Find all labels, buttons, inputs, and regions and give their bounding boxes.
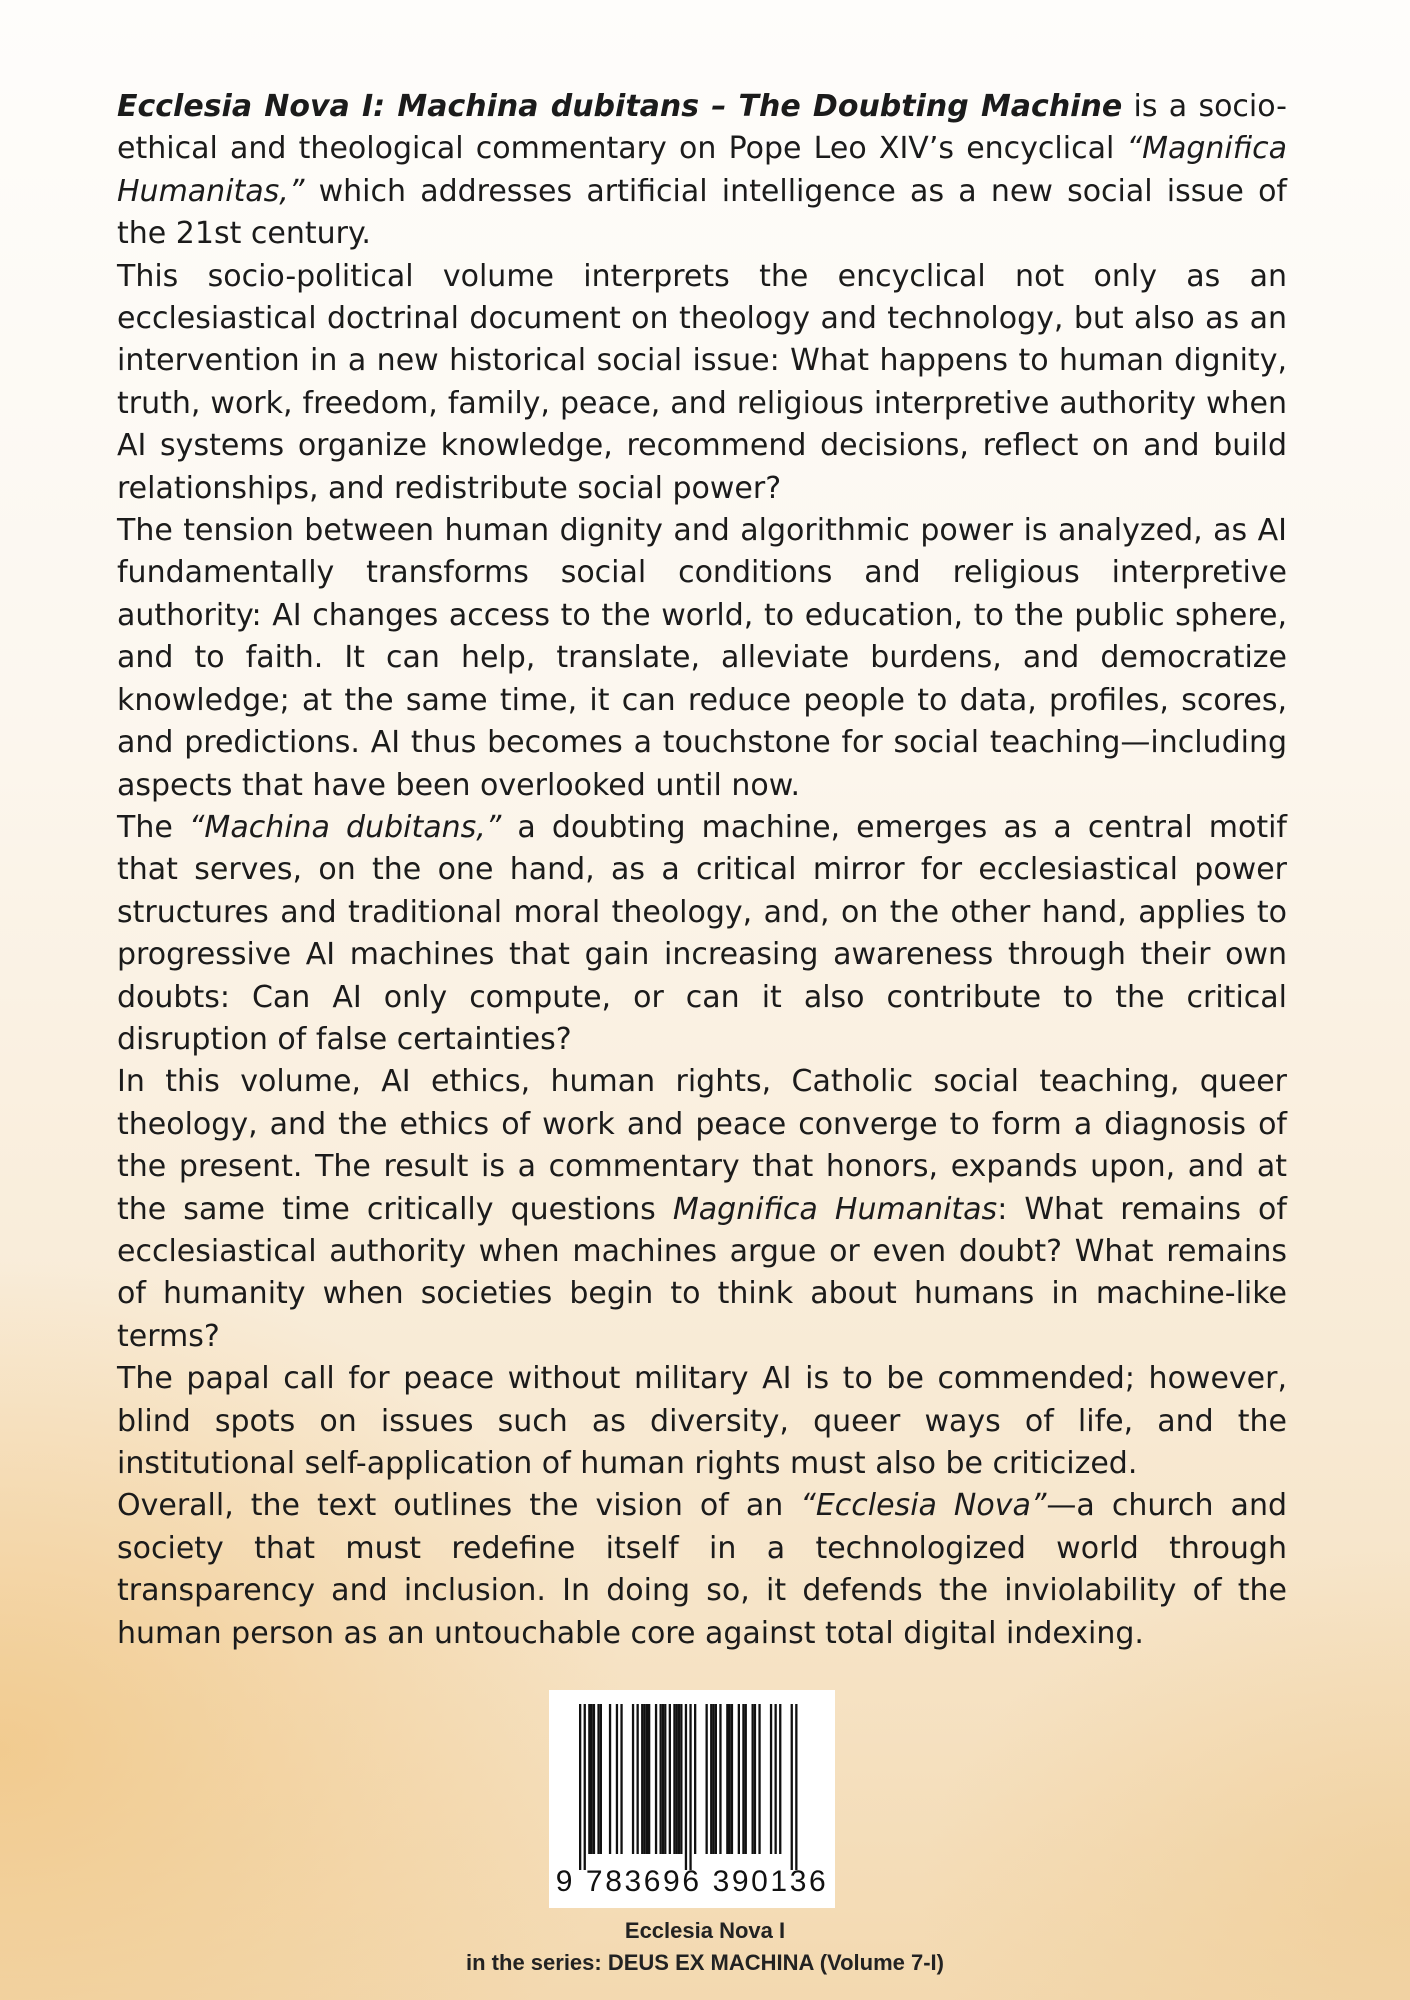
isbn-digits: 9 783696 390136 xyxy=(555,1865,829,1898)
barcode-bar xyxy=(584,1704,586,1870)
barcode-bar xyxy=(779,1704,781,1854)
barcode-bar xyxy=(752,1704,754,1854)
diagnosis-text-b: : What remains of ecclesiastical authority when machines argue or even doubt? What remains of humanity when societies begin to think about humans in machine-like terms? xyxy=(117,1191,1287,1354)
barcode-bar xyxy=(655,1704,657,1854)
barcode-bar xyxy=(731,1704,733,1854)
barcode-bar xyxy=(742,1704,744,1854)
barcode-bar xyxy=(669,1704,671,1854)
barcode-bar xyxy=(770,1704,772,1854)
barcode-bar xyxy=(712,1704,714,1854)
barcode-bar xyxy=(791,1704,793,1870)
barcode-bar xyxy=(660,1704,662,1854)
barcode-bar xyxy=(758,1704,760,1854)
barcode-bar xyxy=(646,1704,648,1854)
barcode-bar xyxy=(719,1704,721,1854)
intro-text-b: which addresses artificial intelligence as a new social issue of the 21st century. xyxy=(117,173,1287,252)
barcode-bar xyxy=(593,1704,595,1854)
barcode-bar xyxy=(738,1704,740,1854)
barcode-bar xyxy=(662,1704,664,1854)
diagnosis-text-a: In this volume, AI ethics, human rights, Catholic social teaching, queer theology, and the ethics of work and peace converge to form a diagnosis of the present. The result is a commentary that honors, expands upon, and at the same time critically questions xyxy=(117,1064,1287,1227)
barcode-bar xyxy=(715,1704,717,1854)
footer-volume-title: Ecclesia Nova I xyxy=(624,1918,786,1943)
barcode-bar xyxy=(591,1704,593,1854)
barcode-bar xyxy=(620,1704,622,1854)
barcode-bar xyxy=(689,1704,691,1870)
barcode-bar xyxy=(616,1704,618,1854)
barcode-bar xyxy=(706,1704,708,1854)
barcode-bar xyxy=(795,1704,797,1870)
motif-text-a: The xyxy=(117,809,189,845)
barcode-bar xyxy=(729,1704,731,1854)
barcode-bar xyxy=(678,1704,680,1854)
barcode-bar xyxy=(775,1704,777,1854)
barcode-bar xyxy=(726,1704,728,1854)
vision-text-b: —a church and society that must redefine itself in a technologized world through transparency and inclusion. In doing so, it defends the inviolability of the human person as an untouchable core against total digital indexing. xyxy=(117,1488,1288,1651)
barcode-bar xyxy=(597,1704,599,1854)
barcode-bar xyxy=(643,1704,645,1854)
barcode-bar xyxy=(609,1704,611,1854)
encyclical-title: “Magnifica Humanitas,” xyxy=(117,131,1287,209)
barcode-bar xyxy=(588,1704,590,1854)
motif-text-b: a doubting machine, emerges as a central motif that serves, on the one hand, as a critical mirror for ecclesiastical power structures and traditional moral theology, and, on the other hand, applies to progressive AI machines that gain increasing awareness through their own doubts: Can AI only compute, or can it also contribute to the critical disruption of false certainties? xyxy=(117,809,1287,1057)
encyclical-name: Magnifica Humanitas xyxy=(672,1191,998,1227)
vision-text-a: Overall, the text outlines the vision of an xyxy=(117,1488,801,1524)
barcode-bar xyxy=(641,1704,643,1854)
paragraph-diagnosis xyxy=(117,1061,1287,1358)
barcode-bar xyxy=(680,1704,682,1854)
blurb-text xyxy=(117,86,1287,1655)
intro-text-a: is a socio-ethical and theological commentary on Pope Leo XIV’s encyclical xyxy=(117,89,1287,167)
barcode-bar xyxy=(664,1704,666,1854)
paragraph-motif xyxy=(117,807,1287,1061)
paragraph-vision xyxy=(117,1485,1287,1655)
barcode-bar xyxy=(673,1704,675,1854)
motif-title: “Machina dubitans,” xyxy=(188,809,502,845)
barcode-bar xyxy=(648,1704,650,1854)
barcode-bar xyxy=(694,1704,696,1854)
barcode-bar xyxy=(710,1704,712,1854)
paragraph-intro xyxy=(117,86,1287,256)
barcode-bar xyxy=(632,1704,634,1854)
vision-title: “Ecclesia Nova” xyxy=(800,1488,1047,1524)
paragraph-tension: The tension between human dignity and algorithmic power is analyzed, as AI fundamentally transforms social conditions and religious interpretive authority: AI changes access to the world, to education, to the public sphere, and to faith. It can help, translate, alleviate burdens, and democratize knowledge; at the same time, it can reduce people to data, profiles, scores, and predictions. AI thus becomes a touchstone for social teaching—including aspects that have been overlooked until now. xyxy=(117,513,1287,803)
barcode-bars xyxy=(549,1690,835,1870)
isbn-barcode xyxy=(549,1690,835,1908)
barcode-bar xyxy=(685,1704,687,1870)
footer-series: in the series: DEUS EX MACHINA (Volume 7-I) xyxy=(466,1950,944,1975)
barcode-bar xyxy=(579,1704,581,1870)
paragraph-volume: This socio-political volume interprets the encyclical not only as an ecclesiastical doctrinal document on theology and technology, but also as an intervention in a new historical social issue: What happens to human dignity, truth, work, freedom, family, peace, and religious interpretive authority when AI systems organize knowledge, recommend decisions, reflect on and build relationships, and redistribute social power? xyxy=(117,258,1287,506)
barcode-bar xyxy=(600,1704,602,1854)
barcode-bar xyxy=(754,1704,756,1854)
barcode-bar xyxy=(745,1704,747,1854)
barcode-bar xyxy=(637,1704,639,1854)
paragraph-peace: The papal call for peace without military AI is to be commended; however, blind spots on issues such as diversity, queer ways of life, and the institutional self-application of human rights must also be criticized. xyxy=(117,1361,1287,1481)
book-title: Ecclesia Nova I: Machina dubitans – The Doubting Machine xyxy=(117,89,1123,124)
barcode-bar xyxy=(676,1704,678,1854)
